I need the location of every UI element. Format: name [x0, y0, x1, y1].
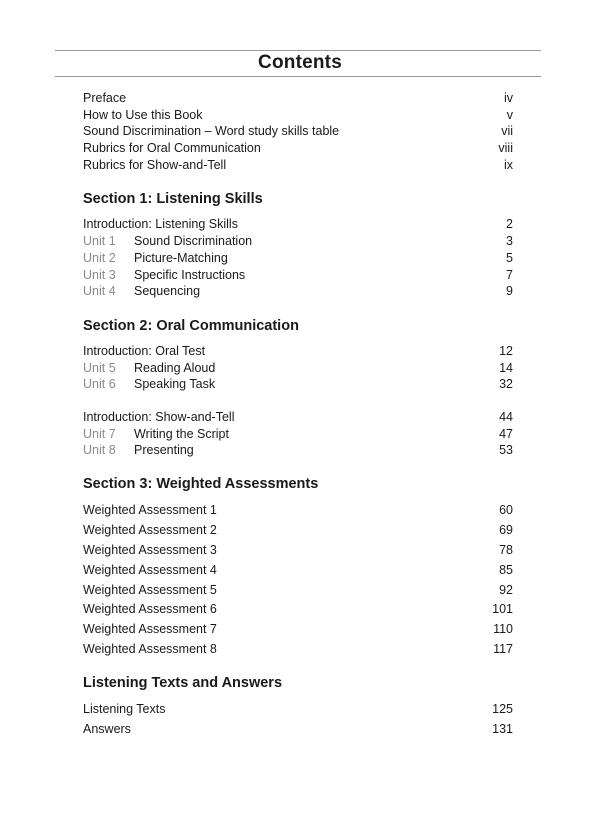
- toc-entry-page: vii: [501, 124, 513, 139]
- toc-entry-unit-8[interactable]: [83, 442, 513, 459]
- unit-number: Unit 3: [83, 267, 116, 282]
- toc-entry-label: Weighted Assessment 6: [83, 602, 217, 617]
- toc-entry-wa-2[interactable]: [83, 521, 513, 541]
- toc-entry-label: Weighted Assessment 8: [83, 642, 217, 657]
- toc-entry-page: 14: [499, 360, 513, 375]
- toc-entry-page: 12: [499, 343, 513, 358]
- toc-entry-rubrics-oral[interactable]: [83, 140, 513, 157]
- unit-number: Unit 2: [83, 250, 116, 265]
- toc-entry-page: 44: [499, 409, 513, 424]
- toc-entry-unit-2[interactable]: [83, 250, 513, 267]
- toc-entry-page: 9: [506, 284, 513, 299]
- page-title: Contents: [258, 52, 342, 73]
- toc-entry-label: Rubrics for Oral Communication: [83, 141, 261, 156]
- unit-number: Unit 7: [83, 426, 116, 441]
- toc-entry-label: Weighted Assessment 7: [83, 622, 217, 637]
- toc-entry-wa-3[interactable]: [83, 541, 513, 561]
- toc-entry-page: iv: [503, 91, 513, 105]
- toc-entry-label: Sound Discrimination: [134, 234, 253, 249]
- toc-entry-page: 85: [499, 562, 513, 577]
- toc-entry-label: Sequencing: [134, 284, 201, 299]
- toc-entry-intro-show-tell[interactable]: [83, 409, 513, 426]
- toc-entry-page: viii: [498, 141, 513, 156]
- toc-entry-page: 3: [506, 234, 513, 249]
- toc-entry-label: Weighted Assessment 5: [83, 582, 217, 597]
- unit-number: Unit 5: [83, 360, 116, 375]
- toc-entry-page: 5: [506, 250, 513, 265]
- toc-entry-label: Sound Discrimination – Word study skills table: [83, 124, 340, 139]
- toc-entry-page: 2: [506, 217, 513, 232]
- listening-answers-list: [83, 700, 513, 740]
- toc-entry-unit-6[interactable]: [83, 376, 513, 393]
- toc-entry-label: Weighted Assessment 1: [83, 503, 217, 517]
- toc-entry-wa-7[interactable]: [83, 620, 513, 640]
- toc-entry-page: 101: [492, 602, 513, 617]
- toc-entry-label: Weighted Assessment 4: [83, 562, 217, 577]
- toc-entry-label: Introduction: Listening Skills: [83, 217, 238, 232]
- toc-entry-label: Reading Aloud: [134, 360, 216, 375]
- unit-number: Unit 6: [83, 377, 116, 392]
- toc-entry-label: Speaking Task: [134, 377, 216, 392]
- toc-entry-page: 60: [499, 503, 513, 517]
- toc-entry-page: 110: [493, 622, 513, 637]
- toc-entry-page: 7: [506, 267, 513, 282]
- toc-entry-label: Rubrics for Show-and-Tell: [83, 157, 227, 172]
- toc-entry-page: 32: [499, 377, 513, 392]
- toc-entry-page: 53: [499, 443, 513, 458]
- toc-entry-page: 131: [492, 722, 513, 737]
- toc-entry-listening-texts[interactable]: [83, 700, 513, 720]
- toc-entry-page: 92: [499, 582, 513, 597]
- toc-entry-wa-1[interactable]: [83, 501, 513, 521]
- toc-entry-label: Introduction: Show-and-Tell: [83, 409, 235, 424]
- toc-entry-wa-6[interactable]: [83, 600, 513, 620]
- unit-number: Unit 1: [83, 234, 116, 249]
- toc-entry-page: 78: [499, 542, 513, 557]
- toc-entry-unit-4[interactable]: [83, 283, 513, 300]
- toc-entry-page: 117: [493, 642, 513, 657]
- toc-entry-label: Presenting: [134, 443, 194, 458]
- section-heading-2: Section 2: Oral Communication: [83, 317, 299, 334]
- front-matter-list: [83, 90, 513, 173]
- toc-entry-label: Picture-Matching: [134, 250, 228, 265]
- toc-entry-label: Weighted Assessment 2: [83, 522, 217, 537]
- toc-entry-how-to-use[interactable]: [83, 107, 513, 124]
- toc-entry-page: 69: [499, 522, 513, 537]
- toc-entry-intro-listening[interactable]: [83, 216, 513, 233]
- table-of-contents: [83, 90, 513, 740]
- section-heading-1: Section 1: Listening Skills: [83, 191, 263, 208]
- toc-entry-label: Specific Instructions: [134, 267, 246, 282]
- toc-entry-page: 47: [499, 426, 513, 441]
- toc-entry-wa-5[interactable]: [83, 581, 513, 601]
- toc-entry-unit-5[interactable]: [83, 360, 513, 377]
- toc-entry-intro-oral-test[interactable]: [83, 343, 513, 360]
- title-rule-bottom: [55, 76, 541, 77]
- toc-entry-label: Weighted Assessment 3: [83, 542, 217, 557]
- toc-entry-sound-discrimination-table[interactable]: [83, 123, 513, 140]
- toc-entry-label: Listening Texts: [83, 702, 166, 717]
- toc-entry-unit-7[interactable]: [83, 426, 513, 443]
- toc-entry-label: Preface: [83, 91, 127, 105]
- toc-entry-label: Answers: [83, 722, 131, 737]
- toc-entry-label: Writing the Script: [134, 426, 229, 441]
- unit-number: Unit 4: [83, 284, 116, 299]
- toc-entry-preface[interactable]: [83, 90, 513, 107]
- section-heading-3: Section 3: Weighted Assessments: [83, 476, 319, 492]
- toc-entry-page: v: [506, 107, 513, 122]
- toc-entry-wa-8[interactable]: [83, 640, 513, 660]
- toc-entry-page: 125: [492, 702, 513, 717]
- toc-entry-answers[interactable]: [83, 720, 513, 740]
- unit-number: Unit 8: [83, 443, 116, 458]
- toc-entry-label: Introduction: Oral Test: [83, 343, 206, 358]
- toc-entry-rubrics-show-tell[interactable]: [83, 157, 513, 174]
- toc-entry-page: ix: [503, 157, 513, 172]
- title-rule-top: [55, 50, 541, 51]
- weighted-assessments-list: [83, 501, 513, 660]
- section-heading-4: Listening Texts and Answers: [83, 675, 283, 692]
- toc-entry-unit-1[interactable]: [83, 233, 513, 250]
- toc-entry-wa-4[interactable]: [83, 561, 513, 581]
- toc-entry-label: How to Use this Book: [83, 107, 203, 122]
- toc-entry-unit-3[interactable]: [83, 267, 513, 284]
